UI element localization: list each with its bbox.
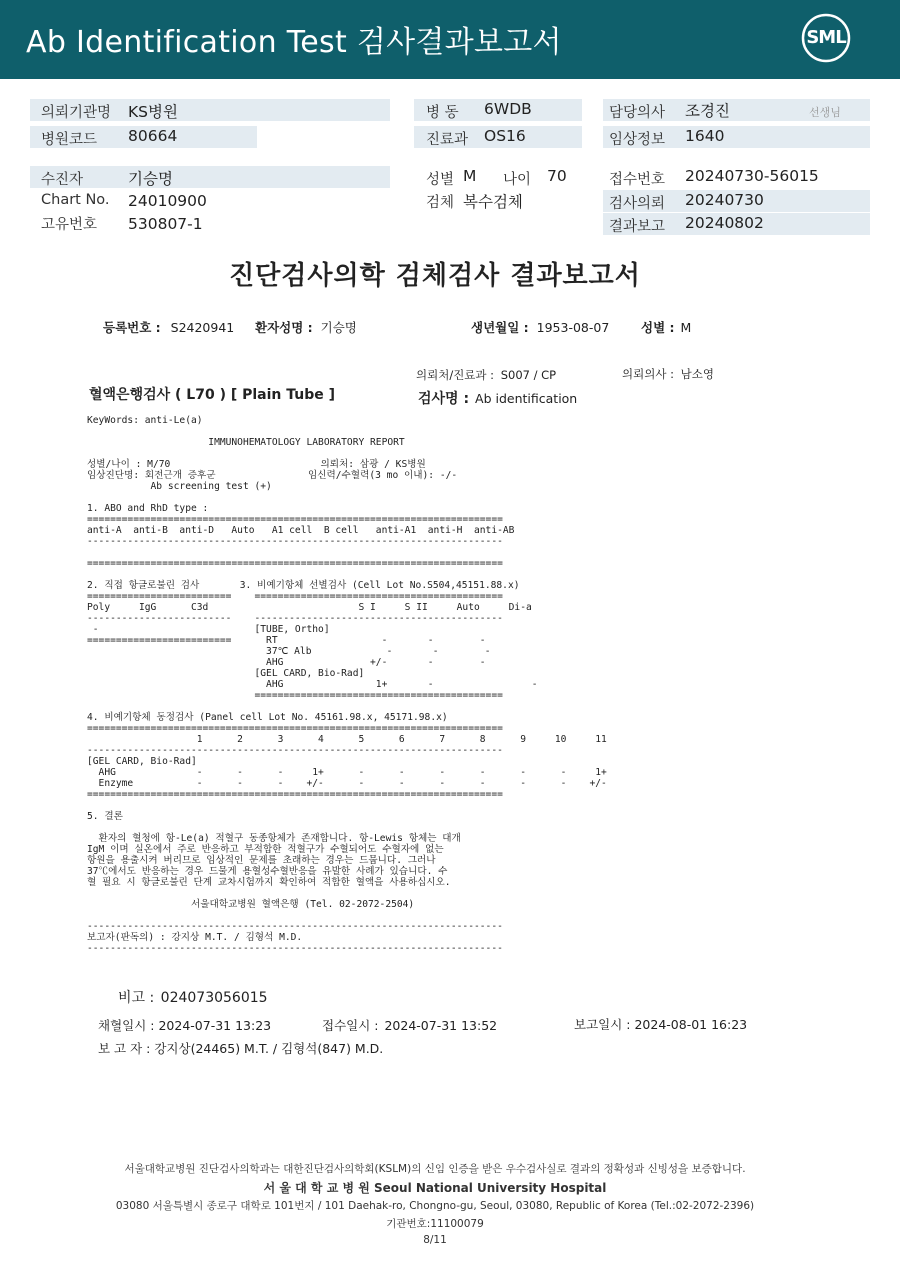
department-value: OS16: [484, 127, 526, 145]
report-line: 성별/나이 : M/70 의뢰처: 삼광 / KS병원: [87, 459, 426, 470]
req-doctor-value: 남소영: [680, 367, 714, 381]
birth-label: 생년월일 :: [471, 320, 529, 335]
test-name-label: 검사명 :: [418, 391, 470, 407]
report-line: [GEL CARD, Bio-Rad]: [87, 756, 197, 767]
report-line: [87, 569, 607, 580]
request-dept: [416, 367, 556, 383]
report-line: 1 2 3 4 5 6 7 8 9 10 11: [87, 734, 607, 745]
report-line: ========================================================================: [87, 514, 503, 525]
report-line: ========================= RT - - -: [87, 635, 486, 646]
report-line: ------------------------------------------------------------------------: [87, 536, 503, 547]
report-date-label: 결과보고: [609, 219, 666, 235]
report-line: [GEL CARD, Bio-Rad]: [87, 668, 365, 679]
report-line: [87, 800, 607, 811]
lab-report-body: [87, 415, 607, 954]
reg-no-label: 등록번호 :: [103, 320, 161, 335]
patient-name: [255, 318, 357, 336]
institution-number: 기관번호:11100079: [386, 1218, 484, 1230]
report-line: ========================= ===========================================: [87, 591, 503, 602]
report-line: ========================================================================: [87, 558, 503, 569]
age-value: 70: [547, 167, 567, 185]
hospital-code-value: 80664: [128, 127, 178, 145]
report-line: ------------------------------------------------------------------------: [87, 745, 503, 756]
institution-label: 의뢰기관명: [41, 105, 112, 121]
age-label: 나이: [503, 172, 532, 188]
chart-label: Chart No.: [41, 192, 110, 208]
req-doctor-label: 의뢰의사 :: [622, 367, 674, 381]
birth-value: 1953-08-07: [536, 320, 610, 335]
reg-no-value: S2420941: [170, 320, 235, 335]
unique-id-value: 530807-1: [128, 215, 203, 233]
dept-label: 의뢰처/진료과 :: [416, 368, 495, 382]
clinical-info-value: 1640: [685, 127, 725, 145]
report-line: AHG 1+ - -: [87, 679, 538, 690]
institution-value: KS병원: [128, 103, 178, 121]
report-line: 4. 비예기항체 동정검사 (Panel cell Lot No. 45161.98.x, 45171.98.x): [87, 712, 448, 723]
report-line: [87, 822, 607, 833]
report-line: 혈 필요 시 항글로불린 단계 교차시험까지 확인하여 적합한 혈액을 사용하십시오.: [87, 877, 451, 888]
report-line: 2. 직접 항글로불린 검사 3. 비예기항체 선별검사 (Cell Lot No.S504,45151.88.x): [87, 580, 520, 591]
department-label: 진료과: [426, 132, 469, 148]
receive-value: 2024-07-31 13:52: [384, 1018, 498, 1033]
page-number: 8/11: [423, 1234, 447, 1246]
examinee-label: 수진자: [41, 172, 84, 188]
report-line: ------------------------- -------------------------------------------: [87, 613, 503, 624]
report-line: Ab screening test (+): [87, 481, 272, 492]
report-date-value: 20240802: [685, 214, 764, 232]
document-title: 진단검사의학 검체검사 결과보고서: [229, 261, 641, 291]
reporter-value: 강지상(24465) M.T. / 김형석(847) M.D.: [154, 1041, 384, 1056]
test-name-value: Ab identification: [475, 391, 578, 406]
note-label: 비고 :: [118, 990, 155, 1006]
report-header-title: Ab Identification Test 검사결과보고서: [26, 25, 562, 60]
birth-date: [471, 318, 609, 336]
reporter-label: 보 고 자 :: [98, 1041, 151, 1056]
report-line: 보고자(판독의) : 강지상 M.T. / 김형석 M.D.: [87, 932, 303, 943]
report-line: 37℃에서도 반응하는 경우 드물게 용혈성수혈반응을 유발한 사례가 있습니다. 수: [87, 866, 448, 877]
report-line: [87, 426, 607, 437]
reporter-line: [98, 1039, 383, 1057]
report-line: [87, 910, 607, 921]
request-value: 20240730: [685, 191, 764, 209]
report-line: 환자의 혈청에 항-Le(a) 적혈구 동종항체가 존재합니다. 항-Lewis 항체는 대개: [87, 833, 461, 844]
sex-value: M: [463, 167, 477, 185]
report-line: [87, 492, 607, 503]
certification-text: 서울대학교병원 진단검사의학과는 대한진단검사의학회(KSLM)의 신임 인증을 받은 우수검사실로 결과의 정확성과 신빙성을 보증합니다.: [124, 1163, 746, 1175]
report-line: [87, 888, 607, 899]
report-line: 5. 결론: [87, 811, 123, 822]
report-time-label: 보고일시 :: [574, 1017, 631, 1032]
report-line: IgM 이며 실온에서 주로 반응하고 부적합한 적혈구가 수혈되어도 수혈자에 없는: [87, 844, 444, 855]
report-line: ------------------------------------------------------------------------: [87, 943, 503, 954]
logo-text: SML: [806, 27, 846, 48]
test-name: [418, 388, 577, 408]
doctor-suffix: 선생님: [809, 106, 841, 119]
chart-value: 24010900: [128, 192, 207, 210]
sml-logo: [801, 13, 851, 63]
receive-time: [322, 1016, 497, 1034]
receive-label: 접수일시 :: [322, 1018, 379, 1033]
report-line: 항원을 용출시켜 버리므로 임상적인 문제를 초래하는 경우는 드뭅니다. 그러나: [87, 855, 436, 866]
note-line: [118, 987, 268, 1007]
gender-value: M: [680, 320, 692, 335]
dept-value: S007 / CP: [500, 368, 557, 382]
blood-bank-section-title: 혈액은행검사 ( L70 ) [ Plain Tube ]: [89, 387, 336, 403]
report-header: [0, 0, 900, 79]
report-line: [87, 701, 607, 712]
report-line: ===========================================: [87, 690, 503, 701]
ward-label: 병 동: [426, 105, 459, 121]
report-line: 1. ABO and RhD type :: [87, 503, 209, 514]
examinee-value: 기승명: [128, 170, 173, 188]
report-line: anti-A anti-B anti-D Auto A1 cell B cell anti-A1 anti-H anti-AB: [87, 525, 515, 536]
sex-label: 성별: [426, 172, 455, 188]
report-line: AHG +/- - -: [87, 657, 486, 668]
report-line: IMMUNOHEMATOLOGY LABORATORY REPORT: [87, 437, 405, 448]
unique-id-label: 고유번호: [41, 217, 98, 233]
specimen-label: 검체: [426, 195, 455, 211]
report-line: 37℃ Alb - - -: [87, 646, 491, 657]
report-line: [87, 547, 607, 558]
report-line: KeyWords: anti-Le(a): [87, 415, 203, 426]
collect-time: [98, 1016, 271, 1034]
hospital-address: 03080 서울특별시 종로구 대학로 101번지 / 101 Daehak-ro, Chongno-gu, Seoul, 03080, Republic of Korea (Tel.:02-2072-2396): [115, 1200, 755, 1212]
collect-value: 2024-07-31 13:23: [158, 1018, 272, 1033]
request-label: 검사의뢰: [609, 196, 666, 212]
report-line: 임상진단명: 회전근개 증후군 임신력/수혈력(3 mo 이내): -/-: [87, 470, 458, 481]
report-time-value: 2024-08-01 16:23: [634, 1017, 748, 1032]
report-line: 서울대학교병원 혈액은행 (Tel. 02-2072-2504): [87, 899, 415, 910]
report-line: Poly IgG C3d S I S II Auto Di-a: [87, 602, 532, 613]
report-line: - [TUBE, Ortho]: [87, 624, 330, 635]
collect-label: 채혈일시 :: [98, 1018, 155, 1033]
report-line: ========================================================================: [87, 723, 503, 734]
hospital-code-label: 병원코드: [41, 132, 98, 148]
patient-name-label: 환자성명 :: [255, 320, 313, 335]
receipt-no-value: 20240730-56015: [685, 167, 819, 185]
report-line: AHG - - - 1+ - - - - - - 1+: [87, 767, 607, 778]
doctor-label: 담당의사: [609, 105, 666, 121]
note-value: 024073056015: [160, 990, 268, 1006]
reg-no: [103, 318, 234, 336]
report-line: Enzyme - - - +/- - - - - - - +/-: [87, 778, 607, 789]
specimen-value: 복수검체: [463, 193, 523, 211]
clinical-info-label: 임상정보: [609, 132, 666, 148]
gender-label: 성별 :: [641, 320, 675, 335]
examinee-row: [30, 166, 390, 188]
request-doctor: [622, 366, 714, 382]
hospital-name: 서 울 대 학 교 병 원 Seoul National University Hospital: [263, 1181, 607, 1195]
report-line: ------------------------------------------------------------------------: [87, 921, 503, 932]
report-line: [87, 448, 607, 459]
gender: [641, 318, 691, 336]
patient-name-value: 기승명: [320, 320, 357, 335]
report-line: ========================================================================: [87, 789, 503, 800]
ward-value: 6WDB: [484, 100, 532, 118]
doctor-value: 조경진: [685, 102, 730, 120]
receipt-no-label: 접수번호: [609, 172, 666, 188]
report-time: [574, 1015, 747, 1033]
